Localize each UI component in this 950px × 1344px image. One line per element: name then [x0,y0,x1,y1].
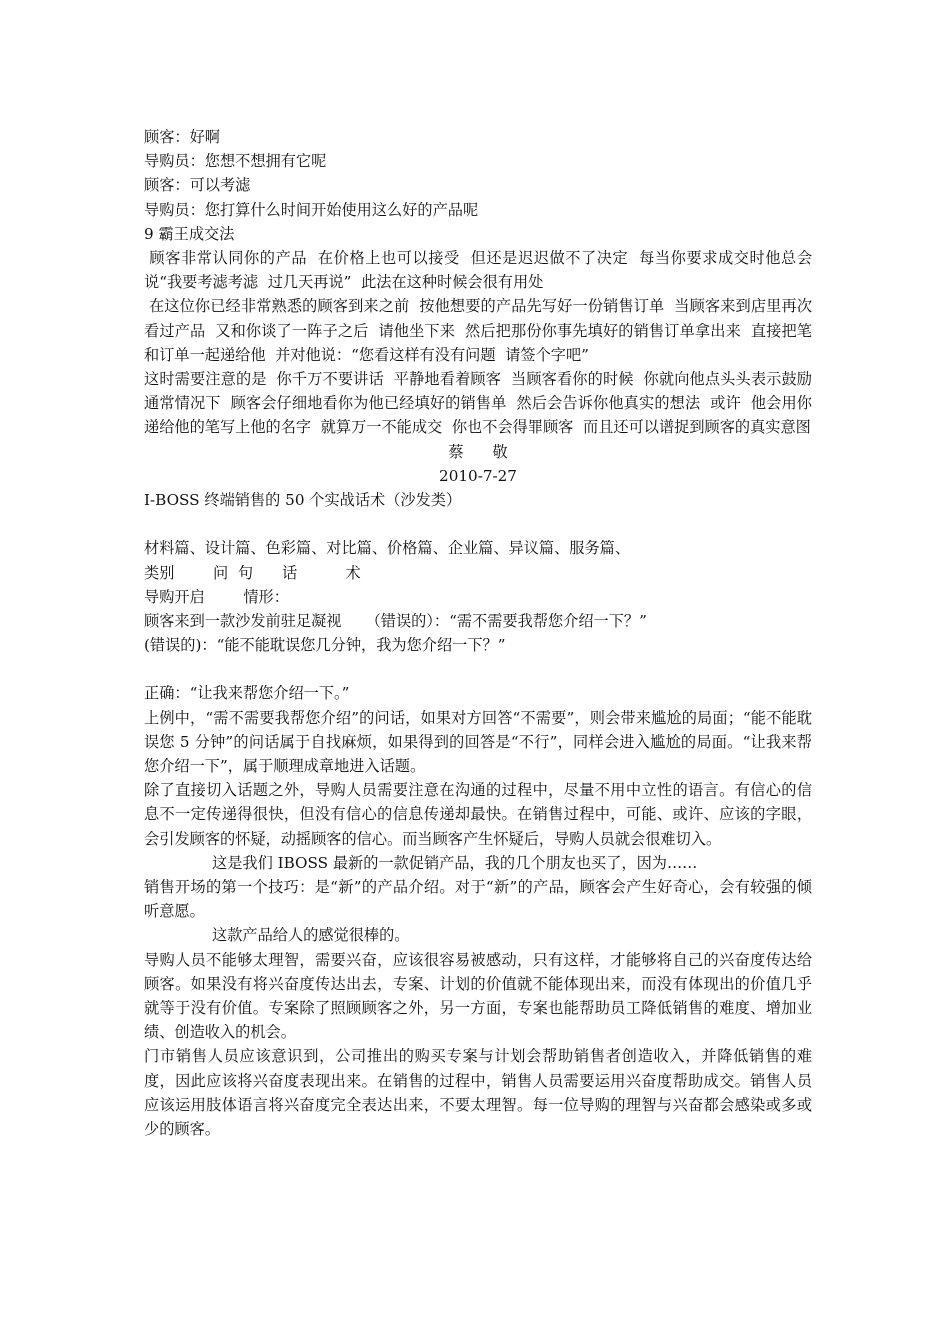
dialog-line: 导购员：您打算什么时间开始使用这么好的产品呢 [144,200,479,219]
paragraph: 导购人员不能够太理智，需要兴奋，应该很容易被感动，只有这样，才能够将自己的兴奋度传达给顾客。如果没有将兴奋度传达出去，专案、计划的价值就不能体现出来，而没有体现出的价值几乎就等于没有价值。专案除了照顾顾客之外，另一方面，专案也能帮助员工降低销售的难度、增加业绩、创造收入的机会。 [144,950,812,1042]
paragraph: 门市销售人员应该意识到，公司推出的购买专案与计划会帮助销售者创造收入，并降低销售的难度，因此应该将兴奋度表现出来。在销售的过程中，销售人员需要运用兴奋度帮助成交。销售人员应该运用肢体语言将兴奋度完全表达出来，不要太理智。每一位导购的理智与兴奋都会感染或多或少的顾客。 [144,1047,812,1139]
spacer [144,657,812,681]
wrong-example: 顾客来到一款沙发前驻足凝视 （错误的）：“需不需要我帮您介绍一下？” [144,611,647,630]
dialog-line: 顾客：好啊 [144,128,220,146]
example-line: 这款产品给人的感觉很棒的。 [212,926,410,945]
table-header: 类别 问 句 话 术 [144,563,361,582]
paragraph: 在这位你已经非常熟悉的顾客到来之前 按他想要的产品先写好一份销售订单 当顾客来到店里再次看过产品 又和你谈了一阵子之后 请他坐下来 然后把那份你事先填好的销售订单拿出来 直接把笔和订单一起递给他 并对他说：“您看这样有没有问题 请签个字吧” [144,297,813,364]
guide-opening: 导购开启 情形： [144,587,289,606]
date: 2010-7-27 [439,466,517,485]
paragraph: 销售开场的第一个技巧：是“新”的产品介绍。对于“新”的产品，顾客会产生好奇心，会有较强的倾听意愿。 [144,878,812,921]
paragraph: 顾客非常认同你的产品 在价格上也可以接受 但还是迟迟做不了决定 每当你要求成交时他总会说“我要考滤考滤 过几天再说” 此法在这种时候会很有用处 [144,248,813,292]
wrong-example: (错误的)：“能不能耽误您几分钟，我为您介绍一下？” [144,636,506,655]
correct-example: 正确：“让我来帮您介绍一下。” [144,684,350,703]
spacer [144,512,812,536]
category-list: 材料篇、设计篇、色彩篇、对比篇、价格篇、企业篇、异议篇、服务篇、 [144,539,630,558]
paragraph: 这时需要注意的是 你千万不要讲话 平静地看着顾客 当顾客看你的时候 你就向他点头头表示鼓励 通常情况下 顾客会仔细地看你为他已经填好的销售单 然后会告诉你他真实的想法 或许 他会用你递给他的笔写上他的名字 就算万一不能成交 你也不会得罪顾客 而且还可以谱捉到顾客的真实意图 [144,369,822,437]
example-line: 这是我们 IBOSS 最新的一款促销产品，我的几个朋友也买了，因为…… [212,853,698,872]
document-page [144,125,822,1141]
document-title: I-BOSS 终端销售的 50 个实战话术（沙发类） [144,490,462,509]
author-signature: 蔡 敬 [448,442,508,461]
dialog-line: 顾客：可以考滤 [144,176,251,195]
dialog-line: 导购员：您想不想拥有它呢 [144,152,327,171]
section-heading: 9 霸王成交法 [144,224,235,243]
paragraph: 上例中，“需不需要我帮您介绍”的问话，如果对方回答“不需要”，则会带来尴尬的局面；“能不能耽误您 5 分钟”的问话属于自找麻烦，如果得到的回答是“不行”，同样会进入尴尬的局面。“让我来帮您介绍一下”，属于顺理成章地进入话题。 [144,708,812,776]
paragraph: 除了直接切入话题之外，导购人员需要注意在沟通的过程中，尽量不用中立性的语言。有信心的信息不一定传递得很快，但没有信心的信息传递却最快。在销售过程中，可能、或许、应该的字眼，会引发顾客的怀疑，动摇顾客的信心。而当顾客产生怀疑后，导购人员就会很难切入。 [144,781,812,848]
